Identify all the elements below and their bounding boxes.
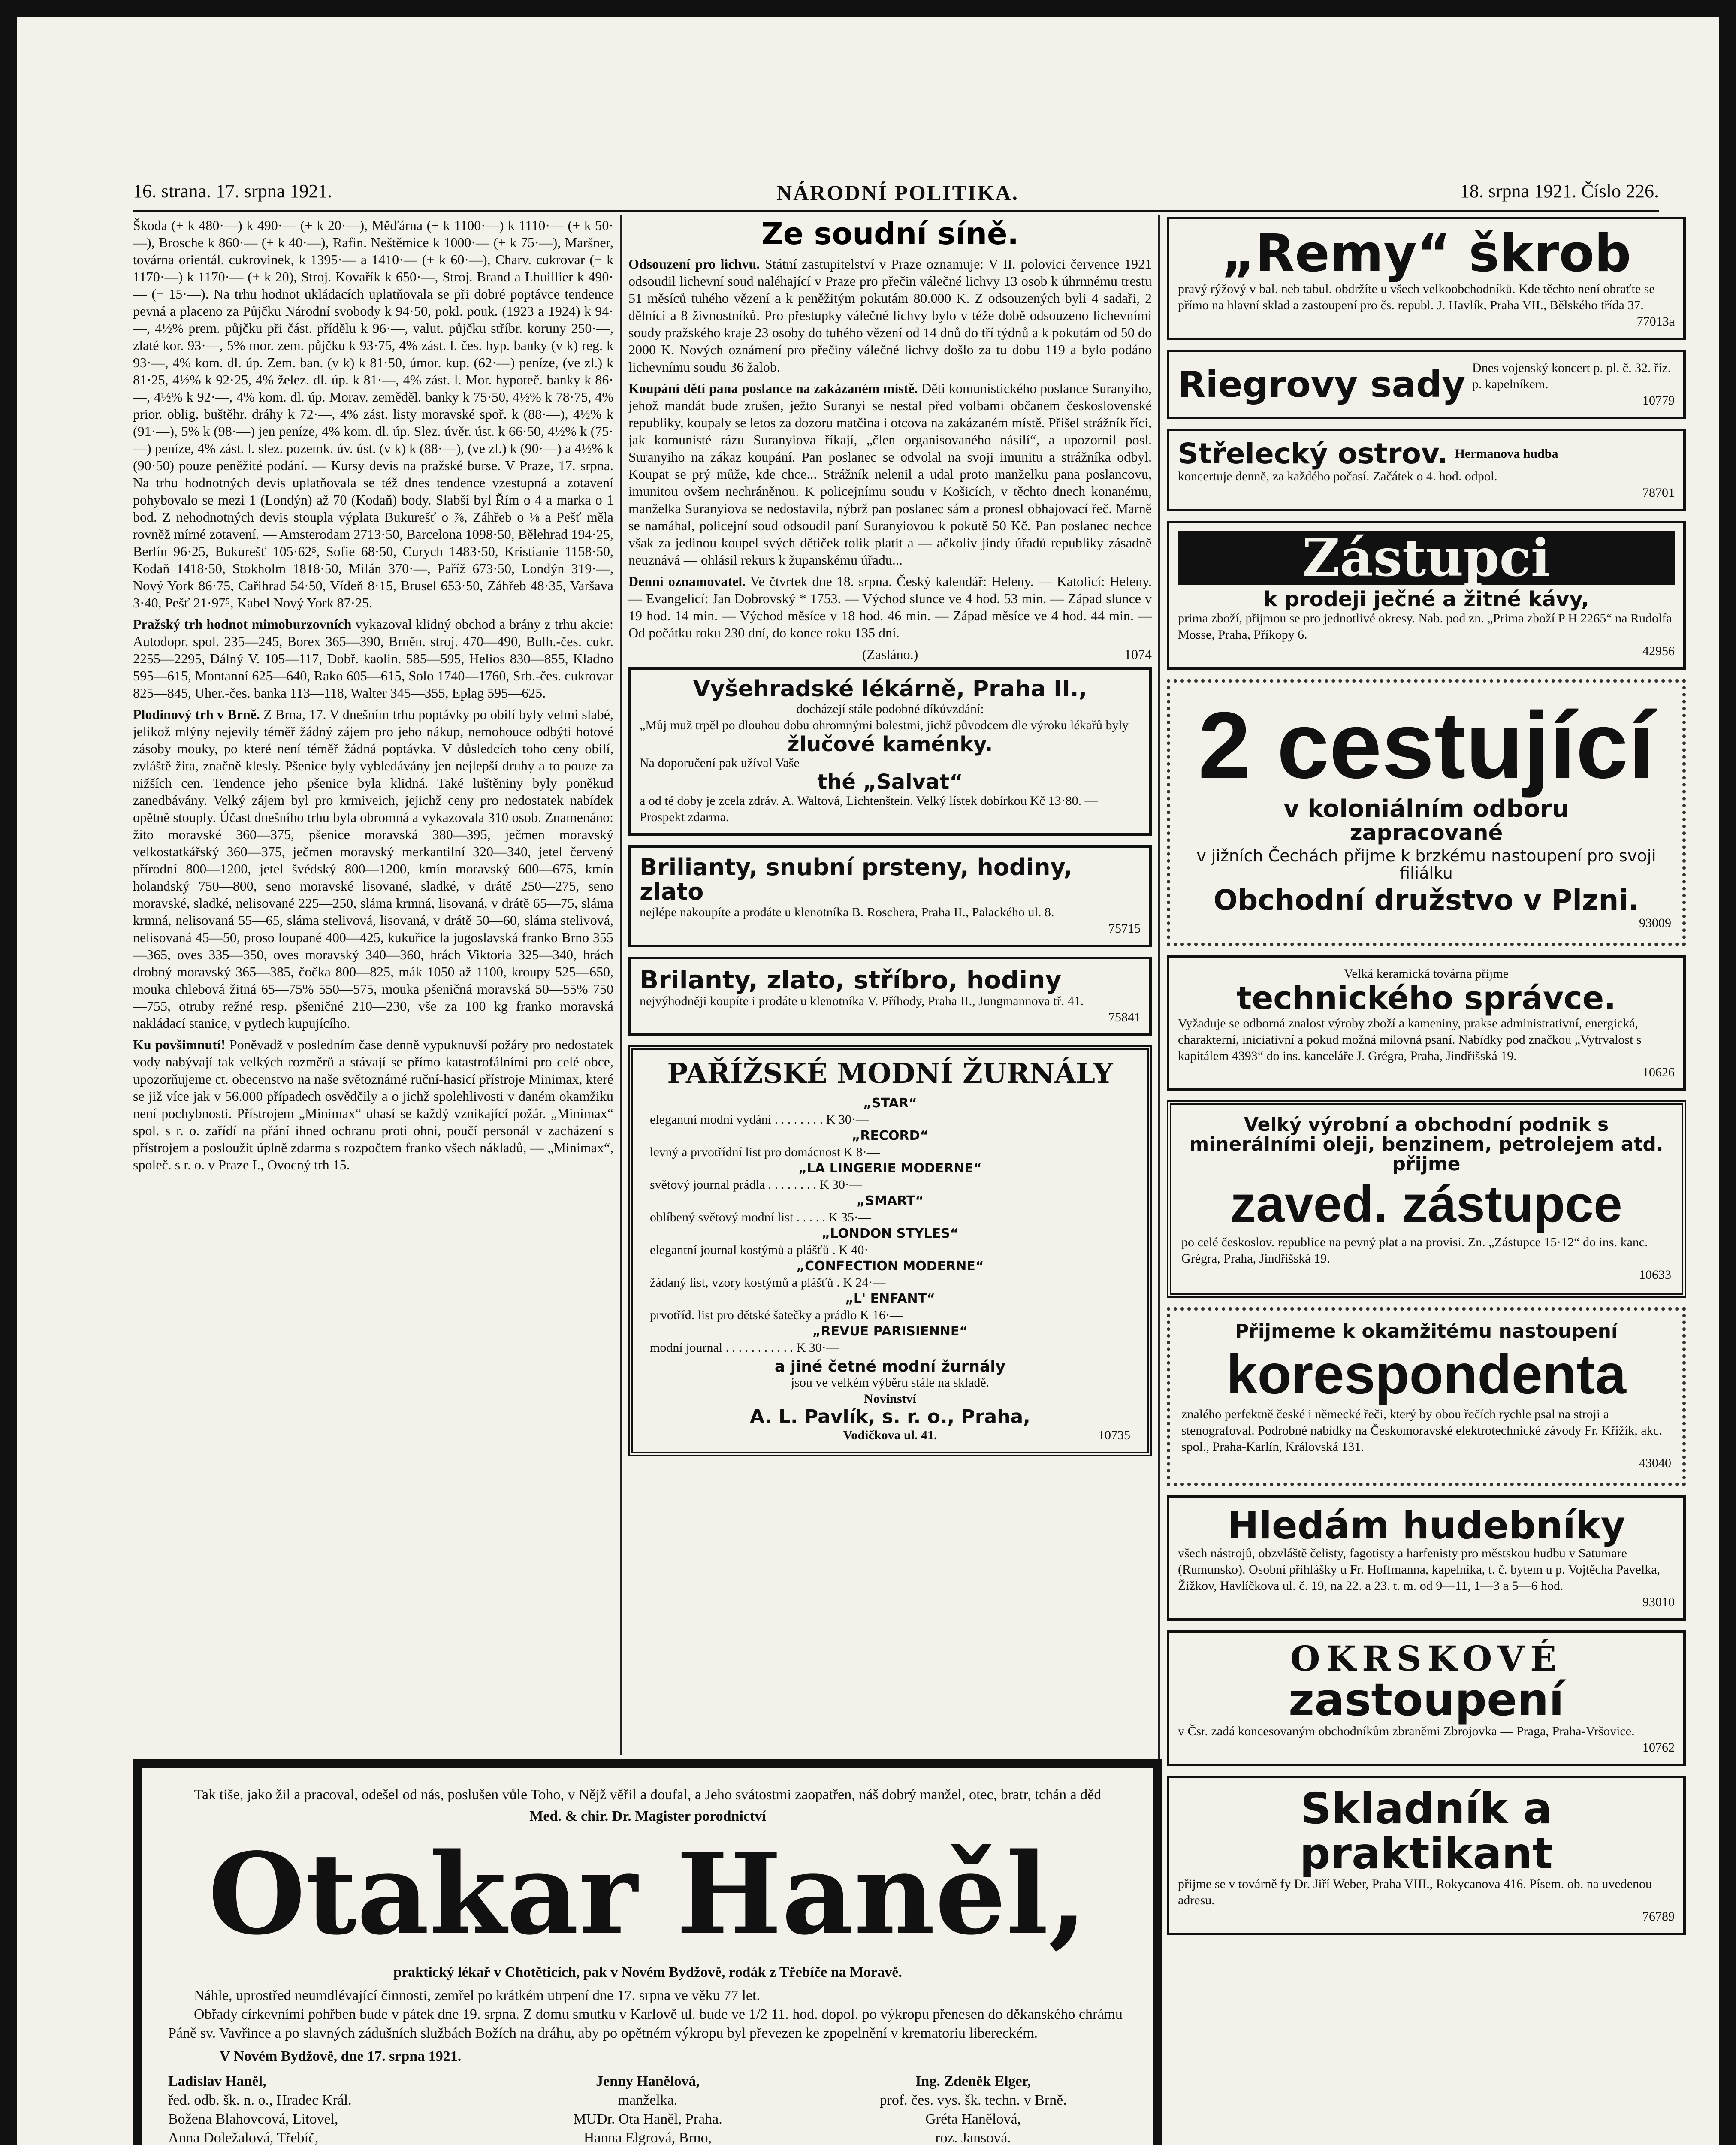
journal-description: prvotříd. list pro dětské šatečky a prádlo K 16·—: [650, 1308, 903, 1322]
strel-header: [1178, 439, 1675, 468]
hud-title: Hledám hudebníky: [1227, 1503, 1625, 1547]
cestujici-line-1: v koloniálním odboru: [1283, 795, 1569, 823]
obituary-notice: [133, 1759, 1162, 2145]
signatures-siblings: [168, 2072, 477, 2145]
ad-zastupci: [1167, 521, 1686, 669]
pharmacy-line-4: a od té doby je zcela zdráv. A. Waltová, Lichtenštein. Velký lístek dobírkou Kč 13·80. — Prospekt zdarma.: [640, 794, 1098, 825]
column-court: [628, 217, 1152, 1752]
ad-prihoda: [628, 957, 1152, 1036]
ad-riegrovy-sady: [1167, 350, 1686, 419]
prihoda-title: Brilanty, zlato, stříbro, hodiny: [640, 965, 1062, 994]
signature-line: Ing. Zdeněk Elger,: [915, 2073, 1031, 2089]
journal-name: „L' ENFANT“: [845, 1291, 935, 1306]
cestujici-number: 93009: [1639, 916, 1671, 931]
ad-pharmacy: [628, 667, 1152, 836]
journals-footer-1: a jiné četné modní žurnály: [774, 1357, 1006, 1375]
calendar-heading: Denní oznamovatel.: [628, 574, 746, 589]
tech-number: 10626: [1642, 1065, 1675, 1079]
oil-number: 10633: [1639, 1268, 1671, 1282]
signature-line: prof. čes. vys. šk. techn. v Brně.: [879, 2092, 1067, 2108]
signature-line: Božena Blahovcová, Litovel,: [168, 2111, 338, 2127]
roscher-text: nejlépe nakoupíte a prodáte u klenotníka B. Roschera, Praha II., Palackého ul. 8.: [640, 905, 1054, 919]
ad-cestujici: [1167, 679, 1686, 946]
zaslano-number: 1074: [1124, 647, 1152, 662]
hud-text: všech nástrojů, obzvláště čelisty, fagotisty a harfenisty pro městskou hudbu v Satumare (Rumunsko). Osobní přihlášky u Fr. Hoffmanna, kapelníka, t. č. bytem u p. Vojtěcha Pavelka, Žižkov, Havlíčkova ul. č. 19, na 22. a 23. t. m. od 9—11, 1—3 a 5—6 hod.: [1178, 1546, 1661, 1593]
obit-intro: Tak tiše, jako žil a pracoval, odešel od nás, poslušen vůle Toho, v Nějž věřil a doufal, a Jeho svátostmi zaopatřen, náš dobrý manžel, otec, bratr, tchán a děd: [194, 1787, 1102, 1803]
strel-title: Střelecký ostrov.: [1178, 437, 1448, 470]
usury-heading: Odsouzení pro lichvu.: [628, 256, 760, 272]
prihoda-number: 75841: [1108, 1010, 1141, 1024]
journal-name: „LONDON STYLES“: [821, 1226, 959, 1241]
journals-title: PAŘÍŽSKÉ MODNÍ ŽURNÁLY: [667, 1057, 1113, 1090]
journal-description: elegantní journal kostýmů a plášťů . K 40·—: [650, 1242, 882, 1257]
journal-description: elegantní modní vydání . . . . . . . . K 30·—: [650, 1112, 869, 1127]
remy-number: 77013a: [1636, 314, 1675, 329]
header-rule: [133, 210, 1659, 212]
journal-description: oblíbený světový modní list . . . . . K 35·—: [650, 1210, 871, 1224]
signature-line: Ladislav Haněl,: [168, 2073, 266, 2089]
obit-name: Otakar Haněl,: [208, 1829, 1087, 1960]
rieger-details: [1472, 360, 1675, 409]
obit-title-line: Med. & chir. Dr. Magister porodnictví: [529, 1808, 766, 1824]
brno-market: [133, 706, 613, 1032]
usury-article: [628, 255, 1152, 375]
oil-text: po celé českoslov. republice na pevný plat a na provisi. Zn. „Zástupce 15·12“ do ins. kanc. Grégra, Praha, Jindřišská 19.: [1181, 1235, 1648, 1266]
brno-market-heading: Plodinový trh v Brně.: [133, 707, 260, 722]
kor-line-1: Přijmeme k okamžitému nastoupení: [1235, 1320, 1618, 1343]
zaslano-line: [628, 646, 1152, 663]
pharmacy-highlight: žlučové kaménky.: [787, 732, 993, 756]
column-divider-1: [620, 214, 622, 1755]
cestujici-line-2: zapracované: [1350, 820, 1503, 846]
ad-okrskove-zastoupeni: [1167, 1630, 1686, 1766]
signatures-inlaws: [819, 2072, 1127, 2145]
journal-description: levný a prvotřídní list pro domácnost K 8·—: [650, 1145, 880, 1159]
cestujici-line-3: v jižních Čechách přijme k brzkému nastoupení pro svoji filiálku: [1196, 846, 1656, 882]
market-report: Škoda (+ k 480·—) k 490·— (+ k 20·—), Měďárna (+ k 1100·—) k 1110·— (+ k 50·—), Brosche k 860·— (+ k 40·—), Rafin. Neštěmice k 1000·— (+ k 75·—), Maršner, továrna orientál. cukrovinek, k 1395·— a 1410·— (+ k 60·—), Charv. cukrovar (+ k 1170·—) k 1170·— (+ k 20), Stroj. Kovařík k 650·—, Stroj. Brand a Lhuillier k 490·— (+ 15·—). Na trhu hodnot ukládacích uplatňovala se při dobré poptávce tendence pevná a placeno za Půjčku Národní svobody k 94·50, pokl. pouk. (1923 a 1924) k 94·—, 4½% prem. půjčku při část. přídělu k 96·—, valut. půjčku stříbr. koruny 250·—, zlaté kor. 93·—, 5% mor. zem. půjčku k 93·75, 4% zást. l. čes. hyp. banky (v k) reg. k 93·—, 4% kom. dl. úp. Zem. ban. (v k) k 81·50, úmor. kup. (62·—) peníze, (ve zl.) k 81·25, 4½% k 92·25, 4% želez. dl. úp. k 81·—, 4% zást. l. Mor. hypoteč. banky k 86·—, 4½% k 92·—, 4% kom. dl. úp. Morav. zeměděl. banky k 75·50, 4½% k 78·75, 4% prior. oblig. buštěhr. dráhy k 72·—, 4% zást. listy moravské spoř. k (88·—), 4½% k (91·—), 5% k (98·—) jen peníze, 4% kom. dl. úp. Slez. úvěr. úst. k 66·50, 4½% k (75·—) peníze, 4% zást. l. slez. pozemk. úv. úst. (v k) k (88·—), (ve zl.) k (90·—) a 4½% k (90·50) pouze peněžité podání. — Kursy devis na pražské burse. V Praze, 17. srpna. Na trhu hodnotných devis uplatňovala se též dnes tendence vzestupná a zotavení pohybovalo se mezi 1 (Londýn) až 70 (Kodaň) body. Slabší byl Řím o 4 a marka o 1 bod. Z nehodnotných devis stoupla výplata Bukurešť o ⅞, Záhřeb o ⅛ a Pešť měla rovněž mírné zotavení. — Amsterodam 2713·50, Barcelona 1098·50, Bělehrad 194·25, Berlín 96·25, Bukurešť 105·62⁵, Sofie 68·50, Curych 1483·50, Kristianie 1158·50, Kodaň 1418·50, Stokholm 1818·50, Milán 370·—, Paříž 673·50, Londýn 319·—, Nový York 86·75, Cařihrad 54·50, Vídeň 8·15, Brusel 653·50, Záhřeb 48·35, Varšava 3·40, Pešť 21·97⁵, Kabel Nový York 87·25.: [133, 218, 613, 610]
hud-number: 93010: [1642, 1595, 1675, 1609]
obit-death: Náhle, uprostřed neumdlévající činnosti, zemřel po krátkém utrpení dne 17. srpna ve věku 77 let.: [194, 1988, 760, 2003]
rieger-number: 10779: [1642, 393, 1675, 408]
obit-subtitle: praktický lékař v Chotěticích, pak v Novém Bydžově, rodák z Třebíče na Moravě.: [393, 1964, 902, 1980]
skl-number: 76789: [1642, 1909, 1675, 1924]
bathing-heading: Koupání dětí pana poslance na zakázaném místě.: [628, 381, 918, 396]
journal-description: žádaný list, vzory kostýmů a plášťů . K 24·—: [650, 1275, 886, 1290]
minimax-notice: [133, 1036, 613, 1173]
skl-text: přijme se v továrně fy Dr. Jiří Weber, Praha VIII., Rokycanova 416. Písem. ob. na uvedenou adresu.: [1178, 1877, 1652, 1908]
obit-place-date: V Novém Bydžově, dne 17. srpna 1921.: [220, 2048, 462, 2064]
strel-number: 78701: [1642, 486, 1675, 500]
column-finance: [133, 217, 613, 1752]
ad-skladnik: [1167, 1776, 1686, 1935]
usury-text: Státní zastupitelství v Praze oznamuje: V II. polovici července 1921 odsoudil lichevní soud naléhající v Praze pro přečin válečné lichvy 13 osob k úhrnnému trestu 51 měsíců tuhého vězení a k peněžitým pokutám 80.000 K. Z odsouzených byli 4 sadaři, 2 dělníci a 8 živnostníků. Pro přestupky válečné lichvy bylo v téže době odsouzeno lichevními soudy pražského kraje 23 osoby do tuhého vězení od 14 dnů do tří týdnů a k pokutám od 50 do 2000 K. Nových oznámení pro přečiny válečné lichvy došlo za tu dobu 119 a bylo podáno lichevnímu soudu 36 žalob.: [628, 256, 1152, 375]
cestujici-title: 2 cestující: [1198, 692, 1654, 798]
oil-line-1: Velký výrobní a obchodní podnik s minerálními oleji, benzinem, petrolejem atd. přijme: [1189, 1113, 1664, 1175]
zastupci-text: prima zboží, přijmou se pro jednotlivé okresy. Nab. pod zn. „Prima zboží P H 2265“ na Rudolfa Mosse, Praha, Příkopy 6.: [1178, 611, 1672, 642]
ad-oil-company: [1167, 1100, 1686, 1298]
obit-signatures: [168, 2072, 1127, 2145]
daily-calendar: [628, 573, 1152, 641]
okr-title-1: OKRSKOVÉ: [1290, 1638, 1563, 1679]
ad-musicians: [1167, 1495, 1686, 1621]
ad-remy: [1167, 217, 1686, 340]
pharmacy-title: Vyšehradské lékárně, Praha II.,: [693, 676, 1087, 702]
kor-text: znalého perfektně české i německé řeči, který by obou řečích rychle psal na stroji a stenografoval. Podrobné nabídky na Českomoravské elektrotechnické závody Fr. Křižík, akc. spol., Praha-Karlín, Královská 131.: [1181, 1407, 1662, 1454]
journal-description: modní journal . . . . . . . . . . . K 30·—: [650, 1340, 839, 1355]
prihoda-text: nejvýhodněji koupíte i prodáte u klenotníka V. Příhody, Praha II., Jungmannova tř. 41.: [640, 994, 1084, 1008]
okr-title-2: zastoupení: [1288, 1673, 1564, 1726]
signature-line: Jenny Hanělová,: [596, 2073, 700, 2089]
tech-top: Velká keramická továrna přijme: [1344, 967, 1509, 981]
ad-technical-manager: [1167, 955, 1686, 1091]
journals-footer-3: Novinství: [864, 1392, 916, 1406]
pharmacy-line-3: Na doporučení pak užíval Vaše: [640, 755, 800, 770]
signature-line: Anna Doležalová, Třebíč,: [168, 2130, 319, 2145]
rieger-text: Dnes vojenský koncert p. pl. č. 32. říz. p. kapelníkem.: [1472, 361, 1671, 391]
tech-text: Vyžaduje se odborná znalost výroby zboží a kameniny, prakse administrativní, energická, charakterní, iniciativní a pokud možná milovná psaní. Nabídky pod značkou „Vytrvalost s kapitálem 4393“ do ins. kanceláře J. Grégra, Praha, Jindřišská 19.: [1178, 1016, 1642, 1063]
journal-name: „RECORD“: [851, 1128, 929, 1143]
bathing-text: Děti komunistického poslance Suranyiho, jehož mandát bude zrušen, ježto Suranyi se nestal před volbami občanem československé republiky, koupaly se letos za dozoru matčina i otcova na zakázaném místě. Přišel strážník říci, jak komunisté rázu Suranyiova říkají, „člen organisovaného násilí“, a upozornil posl. Suranyiho na zákaz koupání. Pan poslanec se odvolal na svoji imunitu a strážníka odbyl. Koupat se prý může, kde chce... Strážník nelenil a udal proto manželku pana poslancovu, imunitou ovšem nechráněnou. K policejnímu soudu v Košicích, v těchto dnech konanému, manželka Suranyiova se nedostavila, nýbrž pan poslanec sám a pronesl obhajovací řeč. Marně se namáhal, policejní soud odsoudil paní Suranyiovou k pokutě 50 Kč. Pan poslanec nechce však za jedinou koupel svých dětiček tolik platit a — ačkoliv jindy úřadů republiky zásadně neuznává — ohlásil rekurs k županskému úřadu...: [628, 381, 1152, 568]
okr-number: 10762: [1642, 1740, 1675, 1755]
column-ads: [1167, 217, 1686, 2145]
journal-name: „REVUE PARISIENNE“: [812, 1323, 968, 1339]
okr-text: v Čsr. zadá koncesovaným obchodníkům zbraněmi Zbrojovka — Praga, Praha-Vršovice.: [1178, 1724, 1635, 1739]
brno-market-text: Z Brna, 17. V dnešním trhu poptávky po obilí byly velmi slabé, jelikož mlýny nejevily téměř žádný zájem pro jeho nákup, nemohouce odbýti hotové zásoby mouky, po které není téměř žádná poptávka. V důsledcích toho ceny obilí, zvláště žita, značně klesly. Pšenice byly vybledávány jen nejlepší druhy a to pouze za nižších cen. Tendence jeho pšenice byla klidná. Také luštěniny byly poněkud zanedbávány. Velký zájem byl pro krmiveich, jejichž ceny pro nedostatek nabídek opětně stouply. Účast dnešního trhu byla obromná a vykazovala 310 osob. Znamenáno: žito moravské 360—375, pšenice moravská 380—395, ječmen moravský velkostatkářský 360—375, ječmen moravský merkantilní 320—340, jetel červený přírodní 800—1200, jetel švédský 800—1200, kmín moravský 600—675, kmín holandský 750—800, seno moravské lisované, sladké, v drátě 250—275, seno moravské, sladké, nelisované 225—250, sláma krmná, lisovaná, v drátě 65—75, sláma krmná, nelisovaná 55—65, sláma stelivová, lisovaná, v drátě 50—60, sláma stelivová, nelisovaná 45—50, proso loupané 400—425, kukuřice la jugoslavská franko Brno 355—365, oves 335—350, oves moravský 340—360, hrách Viktoria 325—340, hrách drobný moravský 365—385, čočka 800—825, mák 1050 až 1100, kroupy 525—650, mouka chlebová žitná 65—75% 550—575, mouka pšeničná moravská 50—55% 750—755, otruby režné resp. pšeničné 210—230, vše za 100 kg franko moravská nakládací stanice, v pytlech kupujícího.: [133, 707, 613, 1031]
otc-market-heading: Pražský trh hodnot mimoburzovních: [133, 616, 352, 632]
zastupci-sub: k prodeji ječné a žitné kávy,: [1263, 587, 1589, 612]
journals-address: Vodičkova ul. 41.: [843, 1428, 937, 1442]
signatures-family: [494, 2072, 802, 2145]
ad-korespondent: [1167, 1307, 1686, 1486]
zastupci-title: Zástupci: [1178, 531, 1675, 585]
masthead: NÁRODNÍ POLITIKA.: [776, 181, 1019, 205]
pharmacy-line-2: „Můj muž trpěl po dlouhou dobu ohromnými bolestmi, jichž původcem dle výroku lékařů byly: [640, 718, 1129, 732]
obit-funeral: Obřady církevními pohřben bude v pátek dne 19. srpna. Z domu smutku v Karlově ul. bude ve 1/2 11. hod. dopol. po výkropu přenesen do děkanského chrámu Páně sv. Vavřince a po slavných zádušních službách Božích na dráhu, aby po opětném výkropu byl převezen ke zpopelnění v krematoriu libereckém.: [168, 2006, 1123, 2041]
page-header: [133, 180, 1659, 210]
oil-title: zaved. zástupce: [1230, 1175, 1622, 1233]
journal-name: „SMART“: [856, 1193, 924, 1208]
signature-line: řed. odb. šk. n. o., Hradec Král.: [168, 2092, 352, 2108]
ad-strelecky-ostrov: [1167, 429, 1686, 511]
cestujici-firm: Obchodní družstvo v Plzni.: [1213, 883, 1639, 917]
roscher-title: Brilianty, snubní prsteny, hodiny, zlato: [640, 854, 1073, 906]
signature-line: Hanna Elgrová, Brno,: [583, 2130, 712, 2145]
kor-title: korespondenta: [1226, 1342, 1626, 1405]
pharmacy-product: thé „Salvat“: [817, 770, 963, 794]
tech-title: technického správce.: [1236, 980, 1616, 1017]
signature-line: Gréta Hanělová,: [925, 2111, 1021, 2127]
journal-name: „CONFECTION MODERNE“: [796, 1258, 984, 1274]
skl-title-1: Skladník a: [1300, 1783, 1552, 1834]
otc-market: [133, 616, 613, 701]
strel-sub: Hermanova hudba: [1455, 446, 1558, 461]
skl-title-2: praktikant: [1300, 1828, 1553, 1879]
ad-fashion-journals: [628, 1045, 1152, 1456]
zaslano-label: (Zasláno.): [862, 647, 918, 662]
remy-text: pravý rýžový v bal. neb tabul. obdržíte u všech velkoobchodníků. Kde těchto není obraťte se přímo na hlavní sklad a zastoupení pro čs. republ. J. Havlík, Praha VII., Bělského třída 37.: [1178, 282, 1655, 312]
remy-title: „Remy“ škrob: [1221, 224, 1631, 284]
bathing-article: [628, 380, 1152, 568]
journals-firm: A. L. Pavlík, s. r. o., Praha,: [750, 1406, 1030, 1428]
pharmacy-line-1: docházejí stále podobné díkůvzdání:: [796, 701, 984, 716]
court-section-title: Ze soudní síně.: [761, 217, 1019, 251]
ad-roscher: [628, 845, 1152, 947]
kor-number: 43040: [1639, 1456, 1671, 1470]
newspaper-page: [17, 17, 1719, 2145]
otc-market-text: vykazoval klidný obchod a brány z trhu akcie: Autodopr. spol. 235—245, Borex 365—390, Brněn. stroj. 470—490, Bulh.-čes. cukr. 2255—2295, Dálný V. 105—117, Dobř. kaolin. 585—595, Helios 830—855, Kladno 595—615, Montanní 625—640, Rako 605—615, Solo 1740—1760, Srb.-čes. cukrovar 825—845, Uher.-čes. banka 113—118, Walter 345—355, Eplag 595—625.: [133, 616, 613, 701]
zastupci-number: 42956: [1642, 644, 1675, 658]
journal-list: [650, 1095, 1130, 1356]
journal-name: „LA LINGERIE MODERNE“: [798, 1160, 982, 1176]
minimax-text: Poněvadž v posledním čase denně vypuknuvší požáry pro nedostatek vody nabývají tak velkých rozměrů a stávají se přímo katastrofálními pro celé obce, upozorňujeme ct. obecenstvo na naše světoznámé ruční-hasicí přístroje Minimax, které se již více jak v 56.000 případech osvědčily a o jichž spolehlivosti v daném okamžiku není pochybnosti. Přístrojem „Minimax“ uhasí se každý vznikající požár. „Minimax“ spol. s r. o. zařídí na přání ihned ochranu proti ohni, poučí personál v zacházení s přístrojem a posloužit úplně zdarma s rozpočtem franko všech nákladů, — „Minimax“, společ. s r. o. v Praze I., Ovocný trh 15.: [133, 1037, 613, 1172]
journals-address-line: [650, 1427, 1130, 1444]
signature-line: roz. Jansová.: [935, 2130, 1011, 2145]
signature-line: MUDr. Ota Haněl, Praha.: [573, 2111, 722, 2127]
strel-text: koncertuje denně, za každého počasí. Začátek o 4. hod. odpol.: [1178, 469, 1497, 484]
journals-footer-2: jsou ve velkém výběru stále na skladě.: [791, 1375, 990, 1390]
header-left: 16. strana. 17. srpna 1921.: [133, 181, 332, 202]
header-right: 18. srpna 1921. Číslo 226.: [1460, 181, 1659, 202]
journal-name: „STAR“: [863, 1095, 917, 1111]
roscher-number: 75715: [1108, 921, 1141, 936]
rieger-title: Riegrovy sady: [1178, 363, 1466, 405]
journals-number: 10735: [1098, 1428, 1130, 1442]
journal-description: světový journal prádla . . . . . . . . K 30·—: [650, 1177, 862, 1192]
signature-line: manželka.: [618, 2092, 678, 2108]
minimax-heading: Ku povšimnutí!: [133, 1037, 226, 1052]
calendar-text: Ve čtvrtek dne 18. srpna. Český kalendář: Heleny. — Katolicí: Heleny. — Evangelicí: Jan Dobrovský * 1753. — Východ slunce ve 4 hod. 53 min. — Západ slunce v 19 hod. 14 min. — Východ měsíce v 18 hod. 46 min. — Západ měsíce ve 4 hod. 44 min. — Od počátku roku 230 dní, do konce roku 135 dní.: [628, 574, 1152, 640]
